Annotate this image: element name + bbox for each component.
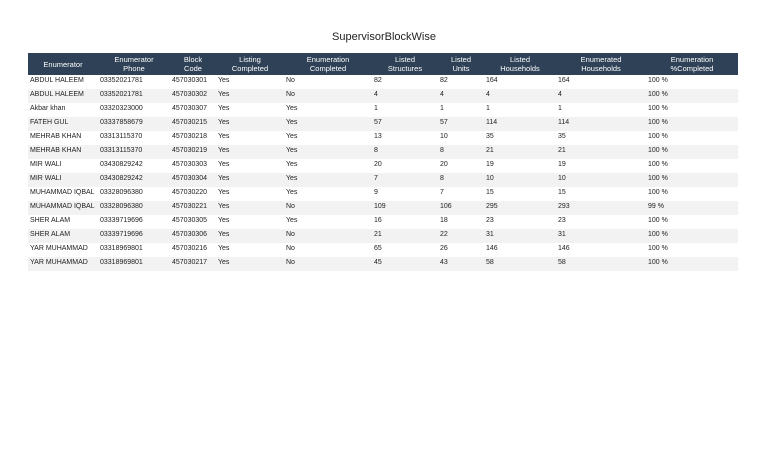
report-title: SupervisorBlockWise <box>332 31 436 43</box>
cell-enumerator-phone: 03318969801 <box>98 257 170 271</box>
cell-listed-units: 7 <box>438 187 484 201</box>
cell-listed-households: 15 <box>484 187 556 201</box>
cell-enumerator: MEHRAB KHAN <box>28 131 98 145</box>
cell-enumerator-phone: 03339719696 <box>98 229 170 243</box>
table-body <box>28 75 738 271</box>
cell-enumerated-households: 23 <box>556 215 646 229</box>
table-row <box>28 89 738 103</box>
cell-block-code: 457030220 <box>170 187 216 201</box>
cell-listed-households: 114 <box>484 117 556 131</box>
table-row <box>28 117 738 131</box>
cell-listing-completed: Yes <box>216 89 284 103</box>
cell-listed-structures: 20 <box>372 159 438 173</box>
header-listing-completed: Listing Completed <box>216 53 284 75</box>
cell-listing-completed: Yes <box>216 117 284 131</box>
cell-listed-units: 57 <box>438 117 484 131</box>
table-row <box>28 243 738 257</box>
cell-enumerator: MUHAMMAD IQBAL <box>28 201 98 215</box>
table-row <box>28 173 738 187</box>
cell-enumeration-completed: Yes <box>284 159 372 173</box>
cell-enumeration-percent-completed: 100 % <box>646 215 738 229</box>
cell-listed-units: 18 <box>438 215 484 229</box>
cell-enumerator-phone: 03430829242 <box>98 173 170 187</box>
cell-enumeration-completed: No <box>284 257 372 271</box>
table-row <box>28 131 738 145</box>
cell-enumeration-percent-completed: 100 % <box>646 117 738 131</box>
cell-listed-households: 19 <box>484 159 556 173</box>
cell-enumerator-phone: 03313115370 <box>98 131 170 145</box>
cell-enumerator: YAR MUHAMMAD <box>28 243 98 257</box>
header-enumerator: Enumerator <box>28 53 98 75</box>
cell-listing-completed: Yes <box>216 201 284 215</box>
cell-block-code: 457030218 <box>170 131 216 145</box>
table-row <box>28 229 738 243</box>
cell-enumerator-phone: 03313115370 <box>98 145 170 159</box>
cell-enumerated-households: 164 <box>556 75 646 89</box>
cell-enumeration-percent-completed: 100 % <box>646 103 738 117</box>
cell-enumerated-households: 35 <box>556 131 646 145</box>
cell-enumeration-completed: No <box>284 75 372 89</box>
cell-listed-units: 22 <box>438 229 484 243</box>
cell-listed-households: 31 <box>484 229 556 243</box>
cell-listed-households: 4 <box>484 89 556 103</box>
cell-enumeration-percent-completed: 100 % <box>646 173 738 187</box>
cell-listed-households: 1 <box>484 103 556 117</box>
table-row <box>28 201 738 215</box>
cell-block-code: 457030216 <box>170 243 216 257</box>
cell-block-code: 457030307 <box>170 103 216 117</box>
cell-listing-completed: Yes <box>216 187 284 201</box>
cell-block-code: 457030306 <box>170 229 216 243</box>
cell-block-code: 457030221 <box>170 201 216 215</box>
cell-enumerated-households: 21 <box>556 145 646 159</box>
cell-enumerator: SHER ALAM <box>28 229 98 243</box>
cell-enumerator: MIR WALI <box>28 173 98 187</box>
cell-enumerated-households: 293 <box>556 201 646 215</box>
cell-listing-completed: Yes <box>216 229 284 243</box>
cell-enumeration-completed: Yes <box>284 145 372 159</box>
cell-enumeration-completed: Yes <box>284 187 372 201</box>
table-row <box>28 215 738 229</box>
cell-enumeration-completed: Yes <box>284 103 372 117</box>
cell-enumeration-percent-completed: 100 % <box>646 243 738 257</box>
cell-listed-units: 8 <box>438 173 484 187</box>
cell-listed-units: 106 <box>438 201 484 215</box>
cell-listing-completed: Yes <box>216 257 284 271</box>
cell-listing-completed: Yes <box>216 159 284 173</box>
cell-enumeration-completed: No <box>284 229 372 243</box>
cell-enumeration-completed: No <box>284 201 372 215</box>
cell-enumerator: ABDUL HALEEM <box>28 89 98 103</box>
cell-listing-completed: Yes <box>216 75 284 89</box>
cell-listing-completed: Yes <box>216 173 284 187</box>
cell-listed-structures: 13 <box>372 131 438 145</box>
cell-enumeration-completed: Yes <box>284 215 372 229</box>
header-enumeration-completed: Enumeration Completed <box>284 53 372 75</box>
cell-listing-completed: Yes <box>216 243 284 257</box>
cell-enumerated-households: 114 <box>556 117 646 131</box>
cell-listing-completed: Yes <box>216 215 284 229</box>
cell-listed-structures: 21 <box>372 229 438 243</box>
table-row <box>28 257 738 271</box>
cell-listed-households: 164 <box>484 75 556 89</box>
cell-enumerator-phone: 03328096380 <box>98 187 170 201</box>
cell-enumerated-households: 4 <box>556 89 646 103</box>
table-header-row <box>28 53 738 75</box>
table-row <box>28 187 738 201</box>
cell-listed-households: 23 <box>484 215 556 229</box>
cell-block-code: 457030219 <box>170 145 216 159</box>
cell-enumerator: MUHAMMAD IQBAL <box>28 187 98 201</box>
cell-listing-completed: Yes <box>216 131 284 145</box>
cell-enumerator: YAR MUHAMMAD <box>28 257 98 271</box>
table-row <box>28 75 738 89</box>
cell-enumerator-phone: 03430829242 <box>98 159 170 173</box>
cell-enumerator-phone: 03320323000 <box>98 103 170 117</box>
cell-enumerator-phone: 03337858679 <box>98 117 170 131</box>
cell-listed-structures: 9 <box>372 187 438 201</box>
cell-enumerator: MIR WALI <box>28 159 98 173</box>
cell-block-code: 457030304 <box>170 173 216 187</box>
header-block-code: Block Code <box>170 53 216 75</box>
cell-listed-units: 43 <box>438 257 484 271</box>
cell-listed-structures: 57 <box>372 117 438 131</box>
cell-enumerated-households: 1 <box>556 103 646 117</box>
header-listed-units: Listed Units <box>438 53 484 75</box>
cell-listed-units: 26 <box>438 243 484 257</box>
cell-enumeration-percent-completed: 100 % <box>646 187 738 201</box>
cell-listing-completed: Yes <box>216 103 284 117</box>
header-listed-structures: Listed Structures <box>372 53 438 75</box>
cell-listed-units: 10 <box>438 131 484 145</box>
cell-enumeration-completed: Yes <box>284 117 372 131</box>
cell-listed-units: 8 <box>438 145 484 159</box>
cell-listed-households: 10 <box>484 173 556 187</box>
cell-listed-households: 35 <box>484 131 556 145</box>
cell-listed-structures: 109 <box>372 201 438 215</box>
header-enumerator-phone: Enumerator Phone <box>98 53 170 75</box>
cell-enumerator-phone: 03352021781 <box>98 75 170 89</box>
header-enumerated-households: Enumerated Households <box>556 53 646 75</box>
cell-enumerator-phone: 03328096380 <box>98 201 170 215</box>
cell-enumeration-percent-completed: 100 % <box>646 131 738 145</box>
cell-enumerated-households: 58 <box>556 257 646 271</box>
cell-enumerator-phone: 03318969801 <box>98 243 170 257</box>
cell-listed-structures: 45 <box>372 257 438 271</box>
cell-listed-units: 1 <box>438 103 484 117</box>
cell-block-code: 457030302 <box>170 89 216 103</box>
cell-enumeration-completed: No <box>284 243 372 257</box>
cell-listed-units: 20 <box>438 159 484 173</box>
cell-listed-structures: 7 <box>372 173 438 187</box>
cell-listed-units: 82 <box>438 75 484 89</box>
cell-block-code: 457030301 <box>170 75 216 89</box>
cell-enumeration-percent-completed: 100 % <box>646 159 738 173</box>
cell-enumeration-percent-completed: 100 % <box>646 75 738 89</box>
cell-block-code: 457030215 <box>170 117 216 131</box>
cell-block-code: 457030305 <box>170 215 216 229</box>
cell-enumerated-households: 19 <box>556 159 646 173</box>
cell-enumeration-completed: Yes <box>284 173 372 187</box>
cell-listed-structures: 4 <box>372 89 438 103</box>
cell-listed-households: 146 <box>484 243 556 257</box>
cell-enumerator-phone: 03352021781 <box>98 89 170 103</box>
cell-listed-households: 58 <box>484 257 556 271</box>
cell-listed-structures: 82 <box>372 75 438 89</box>
cell-enumeration-completed: No <box>284 89 372 103</box>
header-listed-households: Listed Households <box>484 53 556 75</box>
cell-enumeration-percent-completed: 100 % <box>646 145 738 159</box>
cell-enumerated-households: 146 <box>556 243 646 257</box>
cell-enumeration-percent-completed: 100 % <box>646 89 738 103</box>
cell-block-code: 457030217 <box>170 257 216 271</box>
cell-enumerated-households: 31 <box>556 229 646 243</box>
cell-enumerator: FATEH GUL <box>28 117 98 131</box>
cell-enumerator: Akbar khan <box>28 103 98 117</box>
header-enumeration-percent-completed: Enumeration %Completed <box>646 53 738 75</box>
cell-listed-units: 4 <box>438 89 484 103</box>
cell-enumeration-percent-completed: 99 % <box>646 201 738 215</box>
cell-enumerator: MEHRAB KHAN <box>28 145 98 159</box>
cell-listing-completed: Yes <box>216 145 284 159</box>
table-row <box>28 159 738 173</box>
cell-listed-households: 295 <box>484 201 556 215</box>
cell-enumerated-households: 15 <box>556 187 646 201</box>
cell-listed-structures: 1 <box>372 103 438 117</box>
cell-listed-households: 21 <box>484 145 556 159</box>
table-row <box>28 103 738 117</box>
cell-enumerated-households: 10 <box>556 173 646 187</box>
cell-enumerator-phone: 03339719696 <box>98 215 170 229</box>
cell-enumeration-completed: Yes <box>284 131 372 145</box>
cell-listed-structures: 65 <box>372 243 438 257</box>
cell-enumerator: SHER ALAM <box>28 215 98 229</box>
table-row <box>28 145 738 159</box>
cell-listed-structures: 8 <box>372 145 438 159</box>
cell-block-code: 457030303 <box>170 159 216 173</box>
cell-enumeration-percent-completed: 100 % <box>646 229 738 243</box>
cell-listed-structures: 16 <box>372 215 438 229</box>
cell-enumeration-percent-completed: 100 % <box>646 257 738 271</box>
supervisor-block-table <box>28 53 738 271</box>
cell-enumerator: ABDUL HALEEM <box>28 75 98 89</box>
